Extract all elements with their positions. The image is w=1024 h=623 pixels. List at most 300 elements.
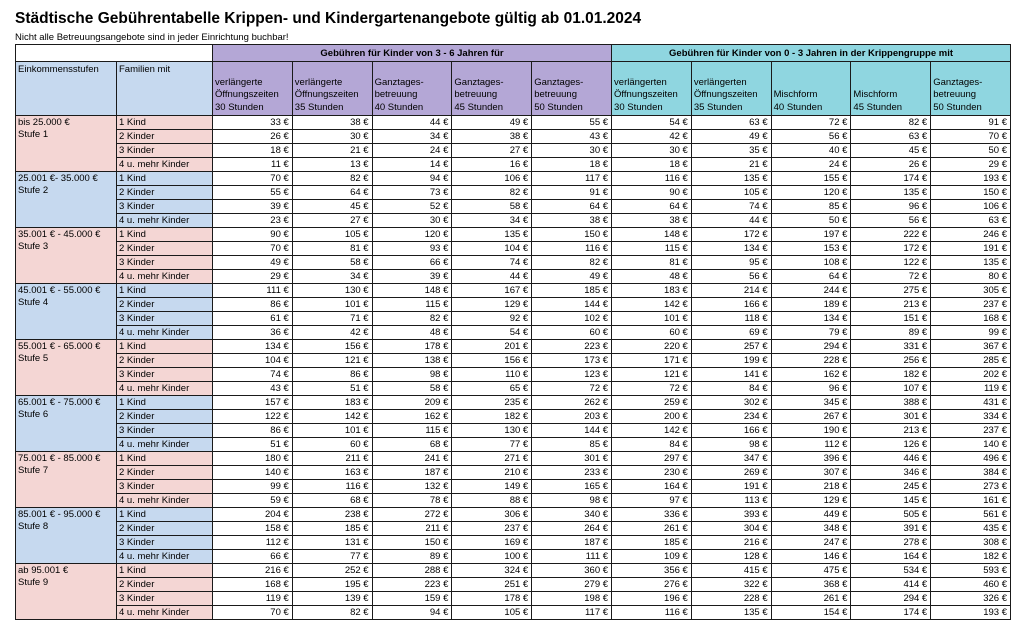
fee-cell: 119 €	[931, 382, 1011, 396]
family-size-cell: 3 Kinder	[117, 424, 213, 438]
fee-cell: 198 €	[532, 592, 612, 606]
fee-cell: 70 €	[213, 172, 293, 186]
fee-cell: 113 €	[691, 494, 771, 508]
family-size-cell: 3 Kinder	[117, 368, 213, 382]
fee-cell: 216 €	[691, 536, 771, 550]
fee-cell: 267 €	[771, 410, 851, 424]
fee-cell: 42 €	[612, 130, 692, 144]
fee-cell: 167 €	[452, 284, 532, 298]
fee-cell: 294 €	[771, 340, 851, 354]
fee-cell: 306 €	[452, 508, 532, 522]
fee-cell: 340 €	[532, 508, 612, 522]
fee-cell: 26 €	[213, 130, 293, 144]
family-size-cell: 4 u. mehr Kinder	[117, 382, 213, 396]
income-level-name: Stufe 2	[18, 185, 49, 196]
fee-cell: 460 €	[931, 578, 1011, 592]
fee-cell: 82 €	[372, 312, 452, 326]
fee-cell: 111 €	[213, 284, 293, 298]
fee-cell: 45 €	[851, 144, 931, 158]
fee-cell: 245 €	[851, 480, 931, 494]
fee-cell: 85 €	[532, 438, 612, 452]
family-size-cell: 3 Kinder	[117, 592, 213, 606]
fee-cell: 185 €	[612, 536, 692, 550]
income-level-name: Stufe 9	[18, 577, 49, 588]
fee-table-body	[16, 116, 1011, 620]
fee-cell: 91 €	[532, 186, 612, 200]
fee-cell: 202 €	[931, 368, 1011, 382]
fee-cell: 393 €	[691, 508, 771, 522]
fee-table	[15, 44, 1011, 620]
fee-cell: 11 €	[213, 158, 293, 172]
fee-cell: 166 €	[691, 298, 771, 312]
fee-cell: 211 €	[292, 452, 372, 466]
fee-cell: 139 €	[292, 592, 372, 606]
fee-cell: 275 €	[851, 284, 931, 298]
fee-cell: 211 €	[372, 522, 452, 536]
fee-cell: 105 €	[292, 228, 372, 242]
fee-cell: 141 €	[691, 368, 771, 382]
fee-cell: 130 €	[452, 424, 532, 438]
family-size-cell: 2 Kinder	[117, 186, 213, 200]
fee-cell: 77 €	[292, 550, 372, 564]
fee-cell: 49 €	[213, 256, 293, 270]
fee-cell: 368 €	[771, 578, 851, 592]
fee-cell: 34 €	[292, 270, 372, 284]
fee-cell: 119 €	[213, 592, 293, 606]
income-level-cell	[16, 564, 117, 620]
table-row	[16, 410, 1011, 424]
fee-cell: 256 €	[851, 354, 931, 368]
fee-cell: 79 €	[771, 326, 851, 340]
family-size-cell: 1 Kind	[117, 228, 213, 242]
income-level-name: Stufe 3	[18, 241, 49, 252]
table-row	[16, 606, 1011, 620]
fee-cell: 70 €	[931, 130, 1011, 144]
header-krippe-col-5	[931, 62, 1011, 116]
fee-cell: 116 €	[612, 606, 692, 620]
income-level-name: Stufe 8	[18, 521, 49, 532]
fee-cell: 82 €	[452, 186, 532, 200]
fee-cell: 48 €	[612, 270, 692, 284]
fee-cell: 89 €	[372, 550, 452, 564]
fee-cell: 38 €	[612, 214, 692, 228]
fee-cell: 112 €	[213, 536, 293, 550]
fee-cell: 63 €	[851, 130, 931, 144]
fee-cell: 98 €	[532, 494, 612, 508]
table-row	[16, 228, 1011, 242]
fee-cell: 50 €	[931, 144, 1011, 158]
fee-cell: 262 €	[532, 396, 612, 410]
fee-cell: 63 €	[931, 214, 1011, 228]
fee-cell: 104 €	[213, 354, 293, 368]
fee-cell: 252 €	[292, 564, 372, 578]
fee-cell: 261 €	[612, 522, 692, 536]
fee-cell: 228 €	[691, 592, 771, 606]
family-size-cell: 4 u. mehr Kinder	[117, 550, 213, 564]
fee-cell: 91 €	[931, 116, 1011, 130]
fee-cell: 134 €	[691, 242, 771, 256]
fee-cell: 191 €	[931, 242, 1011, 256]
fee-cell: 43 €	[532, 130, 612, 144]
header-col-line: verlängerte	[215, 76, 263, 88]
fee-cell: 331 €	[851, 340, 931, 354]
family-size-cell: 1 Kind	[117, 172, 213, 186]
fee-cell: 396 €	[771, 452, 851, 466]
fee-cell: 102 €	[532, 312, 612, 326]
table-row	[16, 424, 1011, 438]
fee-cell: 101 €	[292, 424, 372, 438]
fee-cell: 130 €	[292, 284, 372, 298]
family-size-cell: 1 Kind	[117, 340, 213, 354]
table-row	[16, 214, 1011, 228]
fee-cell: 135 €	[691, 606, 771, 620]
fee-cell: 197 €	[771, 228, 851, 242]
fee-cell: 38 €	[292, 116, 372, 130]
table-row	[16, 550, 1011, 564]
fee-cell: 13 €	[292, 158, 372, 172]
fee-cell: 244 €	[771, 284, 851, 298]
family-size-cell: 1 Kind	[117, 116, 213, 130]
income-level-cell	[16, 452, 117, 508]
fee-cell: 301 €	[851, 410, 931, 424]
fee-cell: 112 €	[771, 438, 851, 452]
header-col-line: Ganztages-	[454, 76, 504, 88]
fee-cell: 95 €	[691, 256, 771, 270]
fee-cell: 56 €	[851, 214, 931, 228]
fee-cell: 237 €	[931, 424, 1011, 438]
family-size-cell: 4 u. mehr Kinder	[117, 606, 213, 620]
table-row	[16, 396, 1011, 410]
fee-cell: 39 €	[372, 270, 452, 284]
fee-cell: 435 €	[931, 522, 1011, 536]
fee-cell: 222 €	[851, 228, 931, 242]
fee-cell: 159 €	[372, 592, 452, 606]
fee-cell: 356 €	[612, 564, 692, 578]
table-row	[16, 368, 1011, 382]
fee-cell: 195 €	[292, 578, 372, 592]
fee-cell: 384 €	[931, 466, 1011, 480]
fee-cell: 168 €	[931, 312, 1011, 326]
income-range: ab 95.001 €	[18, 565, 69, 576]
header-krippe-col-1	[612, 62, 692, 116]
fee-cell: 66 €	[213, 550, 293, 564]
fee-cell: 101 €	[292, 298, 372, 312]
table-row	[16, 242, 1011, 256]
fee-cell: 90 €	[612, 186, 692, 200]
fee-cell: 122 €	[851, 256, 931, 270]
fee-cell: 98 €	[372, 368, 452, 382]
fee-cell: 121 €	[612, 368, 692, 382]
fee-cell: 68 €	[372, 438, 452, 452]
fee-cell: 259 €	[612, 396, 692, 410]
fee-cell: 61 €	[213, 312, 293, 326]
fee-cell: 228 €	[771, 354, 851, 368]
fee-cell: 201 €	[452, 340, 532, 354]
fee-cell: 162 €	[771, 368, 851, 382]
fee-cell: 272 €	[372, 508, 452, 522]
fee-cell: 276 €	[612, 578, 692, 592]
income-range: bis 25.000 €	[18, 117, 70, 128]
fee-cell: 120 €	[372, 228, 452, 242]
fee-cell: 269 €	[691, 466, 771, 480]
fee-cell: 191 €	[691, 480, 771, 494]
fee-cell: 27 €	[452, 144, 532, 158]
family-size-cell: 3 Kinder	[117, 144, 213, 158]
fee-cell: 561 €	[931, 508, 1011, 522]
income-range: 85.001 € - 95.000 €	[18, 509, 101, 520]
fee-cell: 49 €	[691, 130, 771, 144]
table-row	[16, 466, 1011, 480]
fee-cell: 77 €	[452, 438, 532, 452]
fee-cell: 55 €	[532, 116, 612, 130]
fee-cell: 40 €	[771, 144, 851, 158]
fee-cell: 131 €	[292, 536, 372, 550]
fee-cell: 415 €	[691, 564, 771, 578]
income-range: 75.001 € - 85.000 €	[18, 453, 101, 464]
fee-cell: 279 €	[532, 578, 612, 592]
fee-cell: 29 €	[931, 158, 1011, 172]
header-krippe-col-3	[771, 62, 851, 116]
fee-cell: 99 €	[213, 480, 293, 494]
fee-cell: 64 €	[771, 270, 851, 284]
fee-cell: 196 €	[612, 592, 692, 606]
header-kindergarten-col-5	[532, 62, 612, 116]
income-level-name: Stufe 6	[18, 409, 49, 420]
fee-cell: 294 €	[851, 592, 931, 606]
fee-cell: 164 €	[612, 480, 692, 494]
fee-cell: 193 €	[931, 606, 1011, 620]
fee-cell: 111 €	[532, 550, 612, 564]
fee-cell: 144 €	[532, 298, 612, 312]
header-group-kindergarten: Gebühren für Kinder von 3 - 6 Jahren für	[213, 45, 612, 62]
table-row	[16, 256, 1011, 270]
table-row	[16, 452, 1011, 466]
fee-cell: 104 €	[452, 242, 532, 256]
fee-cell: 96 €	[771, 382, 851, 396]
family-size-cell: 1 Kind	[117, 396, 213, 410]
fee-cell: 171 €	[612, 354, 692, 368]
fee-cell: 235 €	[452, 396, 532, 410]
fee-cell: 173 €	[532, 354, 612, 368]
fee-cell: 155 €	[771, 172, 851, 186]
fee-cell: 140 €	[213, 466, 293, 480]
header-col-line: Mischform	[853, 89, 898, 100]
fee-cell: 237 €	[452, 522, 532, 536]
fee-cell: 150 €	[931, 186, 1011, 200]
fee-cell: 65 €	[452, 382, 532, 396]
table-row	[16, 158, 1011, 172]
fee-cell: 97 €	[612, 494, 692, 508]
fee-cell: 59 €	[213, 494, 293, 508]
table-row	[16, 172, 1011, 186]
fee-cell: 593 €	[931, 564, 1011, 578]
header-col-line: verlängerten	[693, 76, 747, 88]
header-column-row	[16, 62, 1011, 116]
fee-cell: 162 €	[372, 410, 452, 424]
family-size-cell: 4 u. mehr Kinder	[117, 494, 213, 508]
table-row	[16, 564, 1011, 578]
fee-cell: 185 €	[292, 522, 372, 536]
income-range: 25.001 €- 35.000 €	[18, 173, 98, 184]
header-col-line: betreuung	[933, 89, 977, 100]
table-row	[16, 326, 1011, 340]
fee-cell: 297 €	[612, 452, 692, 466]
header-col-line: 35 Stunden	[693, 101, 743, 113]
fee-cell: 29 €	[213, 270, 293, 284]
income-level-name: Stufe 5	[18, 353, 49, 364]
family-size-cell: 1 Kind	[117, 284, 213, 298]
fee-cell: 55 €	[213, 186, 293, 200]
fee-cell: 304 €	[691, 522, 771, 536]
table-row	[16, 438, 1011, 452]
header-income-levels: Einkommensstufen	[16, 62, 117, 116]
fee-cell: 334 €	[931, 410, 1011, 424]
fee-cell: 100 €	[452, 550, 532, 564]
fee-cell: 223 €	[372, 578, 452, 592]
page-title: Städtische Gebührentabelle Krippen- und Kindergartenangebote gültig ab 01.01.2024	[15, 10, 642, 27]
fee-cell: 172 €	[691, 228, 771, 242]
fee-cell: 34 €	[452, 214, 532, 228]
fee-cell: 34 €	[372, 130, 452, 144]
table-row	[16, 354, 1011, 368]
fee-cell: 182 €	[452, 410, 532, 424]
fee-cell: 187 €	[532, 536, 612, 550]
fee-cell: 38 €	[532, 214, 612, 228]
family-size-cell: 3 Kinder	[117, 480, 213, 494]
fee-cell: 148 €	[612, 228, 692, 242]
fee-cell: 89 €	[851, 326, 931, 340]
fee-cell: 156 €	[292, 340, 372, 354]
fee-cell: 44 €	[372, 116, 452, 130]
fee-cell: 163 €	[292, 466, 372, 480]
header-col-line: Mischform	[773, 89, 818, 100]
fee-cell: 241 €	[372, 452, 452, 466]
fee-cell: 135 €	[851, 186, 931, 200]
family-size-cell: 4 u. mehr Kinder	[117, 214, 213, 228]
fee-cell: 107 €	[851, 382, 931, 396]
fee-cell: 414 €	[851, 578, 931, 592]
fee-cell: 145 €	[851, 494, 931, 508]
fee-cell: 220 €	[612, 340, 692, 354]
fee-cell: 178 €	[372, 340, 452, 354]
table-row	[16, 298, 1011, 312]
fee-cell: 123 €	[532, 368, 612, 382]
fee-cell: 431 €	[931, 396, 1011, 410]
fee-cell: 193 €	[931, 172, 1011, 186]
fee-cell: 60 €	[292, 438, 372, 452]
fee-cell: 39 €	[213, 200, 293, 214]
fee-cell: 164 €	[851, 550, 931, 564]
fee-cell: 35 €	[691, 144, 771, 158]
fee-cell: 233 €	[532, 466, 612, 480]
fee-cell: 78 €	[372, 494, 452, 508]
fee-cell: 153 €	[771, 242, 851, 256]
fee-cell: 150 €	[372, 536, 452, 550]
fee-cell: 116 €	[532, 242, 612, 256]
fee-cell: 213 €	[851, 424, 931, 438]
income-range: 55.001 € - 65.000 €	[18, 341, 101, 352]
fee-cell: 237 €	[931, 298, 1011, 312]
fee-cell: 216 €	[213, 564, 293, 578]
fee-cell: 261 €	[771, 592, 851, 606]
header-col-line: 30 Stunden	[215, 101, 264, 113]
fee-cell: 84 €	[691, 382, 771, 396]
fee-cell: 86 €	[292, 368, 372, 382]
income-level-name: Stufe 4	[18, 297, 49, 308]
fee-cell: 140 €	[931, 438, 1011, 452]
fee-cell: 106 €	[452, 172, 532, 186]
fee-cell: 24 €	[372, 144, 452, 158]
income-level-cell	[16, 172, 117, 228]
fee-cell: 132 €	[372, 480, 452, 494]
fee-cell: 273 €	[931, 480, 1011, 494]
fee-cell: 142 €	[612, 298, 692, 312]
fee-cell: 106 €	[931, 200, 1011, 214]
table-row	[16, 494, 1011, 508]
fee-cell: 174 €	[851, 172, 931, 186]
fee-cell: 180 €	[213, 452, 293, 466]
header-col-line: 35 Stunden	[294, 101, 344, 113]
header-col-line: 30 Stunden	[614, 101, 663, 113]
fee-cell: 172 €	[851, 242, 931, 256]
fee-cell: 156 €	[452, 354, 532, 368]
fee-cell: 496 €	[931, 452, 1011, 466]
fee-cell: 115 €	[612, 242, 692, 256]
fee-cell: 322 €	[691, 578, 771, 592]
family-size-cell: 3 Kinder	[117, 256, 213, 270]
fee-cell: 285 €	[931, 354, 1011, 368]
fee-cell: 146 €	[771, 550, 851, 564]
table-row	[16, 578, 1011, 592]
fee-cell: 58 €	[292, 256, 372, 270]
fee-cell: 116 €	[612, 172, 692, 186]
header-col-line: Öffnungszeiten	[693, 89, 758, 100]
fee-cell: 38 €	[452, 130, 532, 144]
fee-cell: 449 €	[771, 508, 851, 522]
table-row	[16, 270, 1011, 284]
fee-cell: 117 €	[532, 606, 612, 620]
fee-cell: 210 €	[452, 466, 532, 480]
fee-cell: 30 €	[612, 144, 692, 158]
fee-cell: 50 €	[771, 214, 851, 228]
family-size-cell: 3 Kinder	[117, 536, 213, 550]
header-kindergarten-col-2	[292, 62, 372, 116]
fee-cell: 199 €	[691, 354, 771, 368]
header-col-line: 45 Stunden	[853, 101, 903, 113]
table-row	[16, 592, 1011, 606]
fee-cell: 388 €	[851, 396, 931, 410]
fee-cell: 105 €	[452, 606, 532, 620]
fee-cell: 80 €	[931, 270, 1011, 284]
fee-cell: 92 €	[452, 312, 532, 326]
fee-cell: 74 €	[213, 368, 293, 382]
table-row	[16, 522, 1011, 536]
family-size-cell: 2 Kinder	[117, 130, 213, 144]
table-row	[16, 312, 1011, 326]
income-range: 45.001 € - 55.000 €	[18, 285, 101, 296]
header-group-row	[16, 45, 1011, 62]
fee-cell: 246 €	[931, 228, 1011, 242]
fee-cell: 82 €	[292, 606, 372, 620]
fee-cell: 66 €	[372, 256, 452, 270]
header-col-line: Öffnungszeiten	[614, 89, 678, 100]
fee-cell: 72 €	[612, 382, 692, 396]
fee-cell: 182 €	[851, 368, 931, 382]
fee-cell: 117 €	[532, 172, 612, 186]
fee-cell: 49 €	[452, 116, 532, 130]
fee-cell: 183 €	[292, 396, 372, 410]
fee-cell: 142 €	[292, 410, 372, 424]
